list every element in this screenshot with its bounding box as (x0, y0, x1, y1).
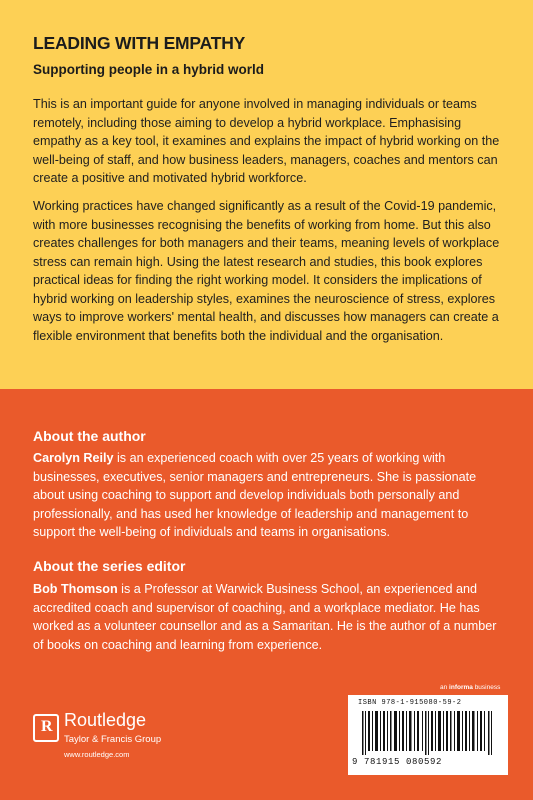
barcode-digits: 9 781915 080592 (352, 757, 443, 767)
author-name: Carolyn Reily (33, 451, 114, 465)
informa-brand: informa (449, 684, 473, 691)
about-editor-heading: About the series editor (33, 558, 186, 574)
informa-prefix: an (440, 684, 450, 691)
barcode-bars-icon (362, 711, 494, 755)
author-bio: is an experienced coach with over 25 years of working with businesses, executives, senior managers and entrepreneurs. She is passionate about using coaching to support and develop individuals both personally and professionally, and has used her knowledge of leadership and management to support the well-being of individuals and teams in organisations. (33, 451, 477, 539)
publisher-group: Taylor & Francis Group (64, 734, 162, 745)
editor-name: Bob Thomson (33, 582, 118, 596)
about-editor-text (33, 580, 503, 654)
isbn-label: ISBN 978-1-915080-59-2 (358, 699, 462, 707)
routledge-logo-letter: R (41, 718, 53, 735)
yellow-panel (0, 0, 533, 389)
about-author-text (33, 449, 503, 542)
book-title: LEADING WITH EMPATHY (33, 33, 246, 53)
routledge-logo-icon (33, 714, 59, 742)
about-author-heading: About the author (33, 428, 146, 444)
informa-business-line (440, 684, 500, 691)
publisher-url: www.routledge.com (64, 750, 130, 759)
book-subtitle: Supporting people in a hybrid world (33, 62, 264, 77)
blurb-paragraph-1: This is an important guide for anyone involved in managing individuals or teams remotely, including those aiming to develop a hybrid workplace. Emphasising empathy as a key tool, it examines and explains the impact of hybrid working on the well-being of staff, and how business leaders, managers, coaches and mentors can create a positive and motivated hybrid workforce. (33, 97, 500, 185)
blurb-paragraph-2: Working practices have changed significantly as a result of the Covid-19 pandemic, with more businesses recognising the benefits of working from home. But this also creates challenges for both managers and their teams, meaning levels of workplace stress can remain high. Using the latest research and studies, this book explores practical ideas for finding the right working model. It considers the implications of hybrid working on leadership styles, examines the neuroscience of stress, explores ways to improve workers' mental health, and discusses how managers can create a flexible environment that benefits both the individual and the organisation. (33, 199, 500, 343)
publisher-name: Routledge (64, 710, 147, 730)
editor-bio: is a Professor at Warwick Business School, an experienced and accredited coach and supervisor of coaching, and a workplace mediator. He has worked as a volunteer counsellor and as a Samaritan. He is the author of a number of books on coaching and learning from experience. (33, 582, 497, 652)
isbn-barcode (348, 695, 508, 775)
informa-suffix: business (472, 684, 501, 691)
